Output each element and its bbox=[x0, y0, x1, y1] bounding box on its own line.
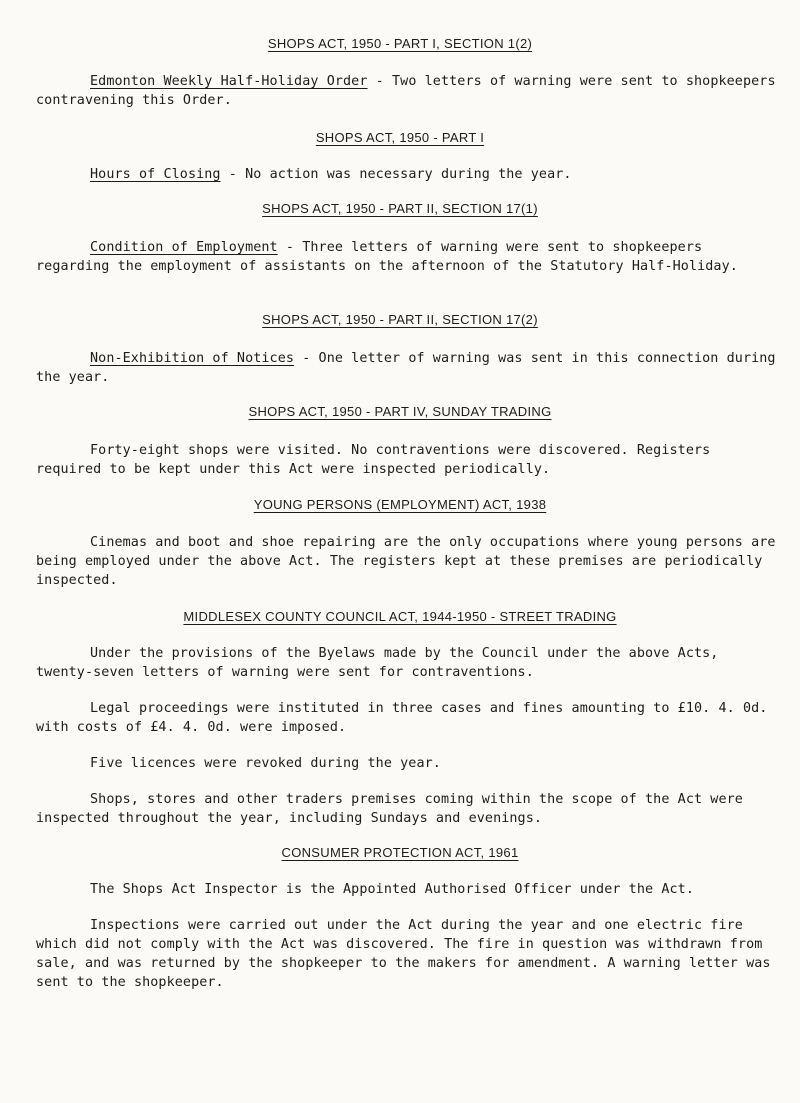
paragraph-sunday-trading: Forty-eight shops were visited. No contraventions were discovered. Registers required to be kept under this Act were inspected periodically. bbox=[36, 443, 711, 477]
heading-sunday-trading: SHOPS ACT, 1950 - PART IV, SUNDAY TRADING bbox=[248, 404, 552, 419]
paragraph-hours-of-closing: Hours of Closing - No action was necessary during the year. bbox=[90, 167, 572, 182]
heading-consumer-protection-act: CONSUMER PROTECTION ACT, 1961 bbox=[281, 845, 519, 860]
paragraph-premises-inspected: Shops, stores and other traders premises coming within the scope of the Act were inspected throughout the year, including Sundays and evenings. bbox=[36, 792, 743, 826]
paragraph-byelaws: Under the provisions of the Byelaws made by the Council under the above Acts, twenty-seven letters of warning were sent for contraventions. bbox=[36, 646, 719, 680]
paragraph-appointed-officer: The Shops Act Inspector is the Appointed Authorised Officer under the Act. bbox=[90, 882, 694, 897]
paragraph-inspections-electric-fire: Inspections were carried out under the Act during the year and one electric fire which did not comply with the Act was discovered. The fire in question was withdrawn from sale, and was returned by the shopkeeper to the makers for amendment. A warning letter was sent to the shopkeeper. bbox=[36, 918, 771, 990]
paragraph-licences-revoked: Five licences were revoked during the year. bbox=[90, 756, 441, 771]
paragraph-non-exhibition-of-notices: Non-Exhibition of Notices - One letter of warning was sent in this connection during the year. bbox=[36, 351, 776, 385]
heading-street-trading: MIDDLESEX COUNTY COUNCIL ACT, 1944-1950 - STREET TRADING bbox=[183, 609, 617, 624]
heading-shops-act-part2-section17-2: SHOPS ACT, 1950 - PART II, SECTION 17(2) bbox=[262, 312, 538, 327]
paragraph-young-persons: Cinemas and boot and shoe repairing are the only occupations where young persons are being employed under the above Act. The registers kept at these premises are periodically inspected. bbox=[36, 535, 776, 588]
paragraph-weekly-half-holiday: Edmonton Weekly Half-Holiday Order - Two letters of warning were sent to shopkeepers contravening this Order. bbox=[36, 74, 776, 108]
heading-shops-act-part1: SHOPS ACT, 1950 - PART I bbox=[315, 130, 485, 145]
heading-shops-act-part2-section17-1: SHOPS ACT, 1950 - PART II, SECTION 17(1) bbox=[262, 201, 538, 216]
paragraph-legal-proceedings: Legal proceedings were instituted in three cases and fines amounting to £10. 4. 0d. with costs of £4. 4. 0d. were imposed. bbox=[36, 701, 768, 735]
paragraph-condition-of-employment: Condition of Employment - Three letters of warning were sent to shopkeepers regarding the employment of assistants on the afternoon of the Statutory Half-Holiday. bbox=[36, 240, 738, 274]
heading-shops-act-part1-section1: SHOPS ACT, 1950 - PART I, SECTION 1(2) bbox=[267, 36, 533, 51]
heading-young-persons-act: YOUNG PERSONS (EMPLOYMENT) ACT, 1938 bbox=[253, 497, 547, 512]
